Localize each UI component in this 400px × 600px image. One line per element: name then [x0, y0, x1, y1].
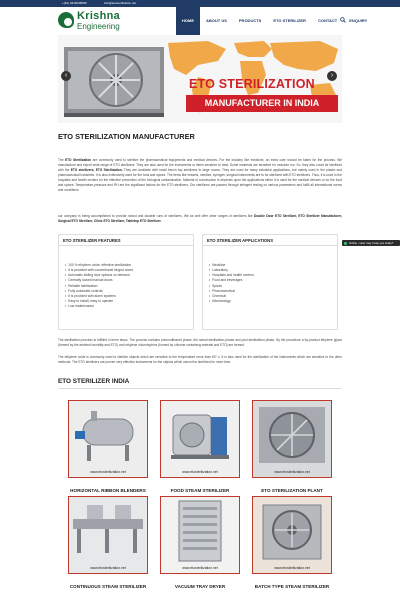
feature-item: • Centrally locked manual doors	[65, 278, 133, 283]
features-heading: ETO STERILIZER FEATURES	[63, 238, 121, 243]
page-title: ETO STERILIZATION MANUFACTURER	[58, 132, 195, 141]
hero-band-text: MANUFACTURER IN INDIA	[204, 98, 320, 108]
email-text[interactable]: info@etosterilization.net	[104, 1, 137, 5]
logo-name: Krishna	[77, 10, 121, 22]
products-title: ETO STERILIZER INDIA	[58, 378, 130, 385]
ethylene-paragraph: The ethylene oxide is commonly used to sterilize objects which are sensitive to the temperature more than 60° c. It is also used for the sterilization of the instruments which are sensitive to the other methods. The ETO sterilizers are proven very effective instruments for the objects which cannot be sterilized for more time.	[58, 355, 342, 364]
product-image-frame	[160, 400, 240, 478]
product-image-frame	[252, 496, 332, 574]
product-url: www.etosterilization.net	[274, 566, 310, 570]
application-item: • Laboratory	[209, 268, 254, 273]
nav-enquiry[interactable]: ENQUIRY	[349, 18, 368, 23]
hero-slider	[58, 35, 342, 123]
application-item: • Food and beverages	[209, 278, 254, 283]
application-item: • Microbiology	[209, 299, 254, 304]
feature-item: • It is provided with alarm systems	[65, 294, 133, 299]
feature-item: • Automatic sliding door options on demand	[65, 273, 133, 278]
feature-item: • 100 % ethylene oxide; effective sterilization	[65, 263, 133, 268]
feature-item: • Reliable sterilization	[65, 284, 133, 289]
intro-paragraph: The ETO Sterilization are commonly used to sterilize the pharmaceutical equipments and medical devices. For the industry like medicine, an extra care should be taken for the process. We manufacture and export wide range of ETO sterilizers. They are also used for the instruments or items sensitive to heat. Some materials are sensitive for moisture too. So, they also could be sterilized with the ETO sterilizers, ETO Sterilization. They are available with small bench top sterilizers to large rooms. They are used for many industrial applications, but mainly used in the plastic and pharmaceutical industries. It is also extensively used for the food and spices. The items like vessels, needles, syringes, surgical instruments are to be sterilized with ETO sterilizers. Thus, it is used in the hospitals and health centers for the effective prevention of the biological contamination. Material of construction is depends upon the applications either it is used for the medical devices or for the food and spices. Temperature,pressure and RH are the significant factors for the ETO sterilizers. Our sterilizers are passed through stringent testing on various parameters and fulfill all international norms and conditions.	[58, 158, 342, 192]
continuous-steam-sterilizer-image	[69, 497, 147, 573]
site-header	[0, 7, 400, 35]
logo[interactable]	[58, 8, 128, 34]
product-url: www.etosterilization.net	[90, 470, 126, 474]
product-url: www.etosterilization.net	[182, 566, 218, 570]
product-name[interactable]: FOOD STEAM STERILIZER	[170, 488, 230, 493]
feature-item: • Easy to install, easy to operate	[65, 299, 133, 304]
feature-item: • Fully automatic controls	[65, 289, 133, 294]
top-contact-bar	[0, 0, 400, 7]
product-image-frame	[160, 496, 240, 574]
nav-products[interactable]: PRODUCTS	[238, 18, 262, 23]
logo-subtitle: Engineering	[77, 22, 120, 31]
product-name[interactable]: ETO STERILIZATION PLANT	[261, 488, 323, 493]
application-item: • Chemical	[209, 294, 254, 299]
product-name[interactable]: VACUUM TRAY DRYER	[174, 584, 226, 589]
product-url: www.etosterilization.net	[182, 470, 218, 474]
online-status-icon	[344, 242, 347, 245]
chat-label: Online - How may I help you today?	[349, 241, 394, 245]
eto-plant-image	[253, 401, 331, 477]
nav-eto-sterilizer[interactable]: ETO STERILIZER	[273, 18, 306, 23]
product-url: www.etosterilization.net	[274, 470, 310, 474]
application-item: • Medicine	[209, 263, 254, 268]
products-divider	[58, 388, 342, 389]
product-image-frame	[68, 496, 148, 574]
applications-box	[202, 234, 338, 330]
chat-widget[interactable]	[342, 240, 400, 246]
nav-home[interactable]: HOME	[176, 7, 200, 35]
hero-band	[186, 95, 338, 112]
food-steam-sterilizer-image	[161, 401, 239, 477]
features-box	[58, 234, 194, 330]
product-name[interactable]: BATCH TYPE STEAM STERILIZER	[254, 584, 330, 589]
applications-heading: ETO STERILIZER APPLICATIONS	[207, 238, 273, 243]
nav-about-us[interactable]: ABOUT US	[206, 18, 227, 23]
applications-list	[209, 263, 254, 304]
product-name[interactable]: CONTINUOUS STEAM STERILIZER	[69, 584, 147, 589]
product-name[interactable]: HORIZONTAL RIBBON BLENDERS	[70, 488, 146, 493]
applications-divider	[203, 245, 337, 246]
logo-icon	[58, 12, 74, 28]
product-url: www.etosterilization.net	[90, 566, 126, 570]
batch-steam-sterilizer-image	[253, 497, 331, 573]
sterilizer-machine-image	[62, 41, 168, 119]
ribbon-blender-image	[69, 401, 147, 477]
feature-item: • Low maintenance	[65, 304, 133, 309]
range-paragraph: our company is being accomplished to provide robust and durable runs of sterilizers, We as well offer other ranges of sterilizers like Double Door ETO Sterilizer, ETO Sterilizer Manufacturer, Surgical ETO Sterilizer, Clinic ETO Sterilizer, Tabletop ETO Sterilizer.	[58, 214, 342, 223]
feature-item: • It is provided with conventional hinged doors	[65, 268, 133, 273]
product-image-frame	[252, 400, 332, 478]
search-icon[interactable]	[340, 17, 346, 23]
application-item: • Spices	[209, 284, 254, 289]
features-list	[65, 263, 133, 309]
nav-contact[interactable]: CONTACT	[317, 18, 338, 23]
slider-next-button[interactable]: ›	[327, 71, 337, 81]
slider-prev-button[interactable]: ‹	[61, 71, 71, 81]
features-divider	[59, 245, 193, 246]
phone-text[interactable]: +(91) 9415048090	[62, 1, 87, 5]
hero-title: ETO STERILIZATION	[189, 77, 315, 91]
application-item: • Hospitals and health centers	[209, 273, 254, 278]
application-item: • Pharmaceutical	[209, 289, 254, 294]
vacuum-tray-dryer-image	[161, 497, 239, 573]
product-image-frame	[68, 400, 148, 478]
process-paragraph: The sterilization process is fulfilled in three steps. The process contains preconditioned phase, the actual sterilization phase and post sterilization phase. By the procedure a by-product ethylene glycol (formed by the ambient humidity and ETO) and ethylene chlorohydrins (formed by chlorine containing material and ETO) are formed.	[58, 338, 342, 347]
